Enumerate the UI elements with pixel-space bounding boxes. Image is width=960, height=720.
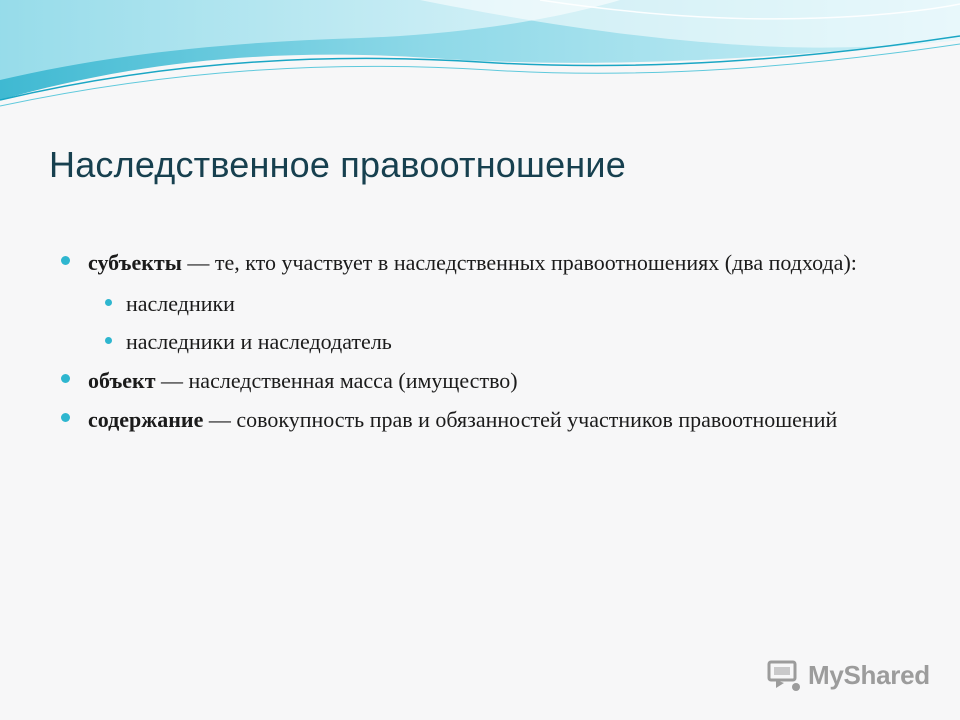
myshared-watermark-link[interactable] (766, 655, 930, 695)
term-label: субъекты (88, 250, 182, 275)
sub-item-text: наследники и наследодатель (126, 329, 392, 354)
list-item-content (60, 405, 920, 434)
myshared-logo-text: MyShared (808, 659, 930, 690)
list-item-heirs (88, 289, 920, 318)
sub-item-text: наследники (126, 291, 235, 316)
bullet-dot-icon (61, 413, 70, 422)
sub-bullet-list (88, 289, 920, 356)
list-item-object (60, 366, 920, 395)
term-label: содержание (88, 407, 204, 432)
term-definition: — те, кто участвует в наследственных правоотношениях (два подхода): (181, 250, 857, 275)
term-label: объект (88, 368, 156, 393)
term-definition: — совокупность прав и обязанностей участников правоотношений (203, 407, 838, 432)
header-wave-decoration (0, 0, 960, 120)
myshared-logo-icon (766, 657, 802, 693)
bullet-dot-icon (61, 256, 70, 265)
bullet-list (60, 248, 920, 444)
bullet-dot-icon (61, 374, 70, 383)
term-definition: — наследственная масса (имущество) (155, 368, 518, 393)
list-item-heirs-and-testator (88, 327, 920, 356)
sub-bullet-dot-icon (105, 299, 112, 306)
list-item-subjects (60, 248, 920, 356)
sub-bullet-dot-icon (105, 337, 112, 344)
slide-title: Наследственное правоотношение (49, 144, 626, 185)
